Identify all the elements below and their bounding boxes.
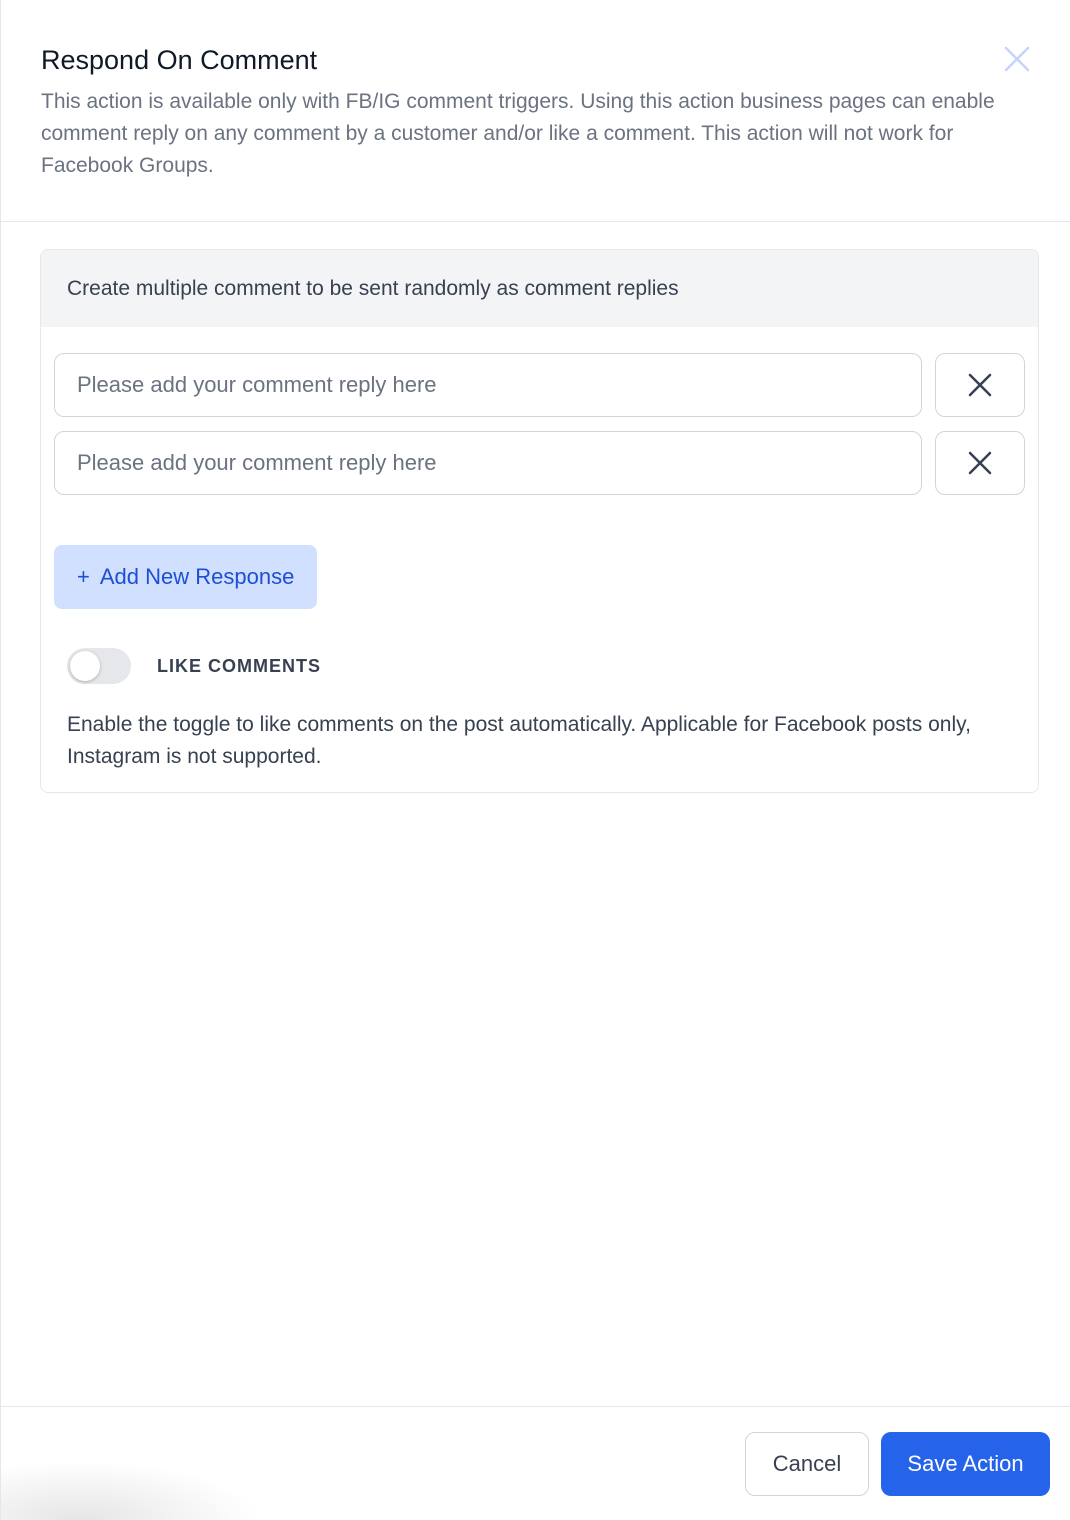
footer-shadow xyxy=(1,1460,261,1520)
modal-header xyxy=(1,0,1070,222)
remove-reply-button[interactable] xyxy=(935,431,1025,495)
remove-reply-button[interactable] xyxy=(935,353,1025,417)
modal-footer xyxy=(1,1406,1070,1520)
like-comments-label: LIKE COMMENTS xyxy=(157,655,321,676)
save-action-button[interactable]: Save Action xyxy=(881,1432,1050,1496)
reply-list xyxy=(41,327,1038,495)
reply-row xyxy=(54,353,1025,417)
cancel-button[interactable]: Cancel xyxy=(745,1432,869,1496)
close-icon[interactable] xyxy=(1002,44,1032,74)
close-icon xyxy=(967,372,993,398)
comment-replies-card xyxy=(40,249,1039,793)
plus-icon: + xyxy=(77,564,90,589)
reply-row xyxy=(54,431,1025,495)
card-header: Create multiple comment to be sent randomly as comment replies xyxy=(41,250,1038,327)
comment-reply-input[interactable] xyxy=(54,431,922,495)
like-comments-toggle[interactable] xyxy=(67,648,131,684)
comment-reply-input[interactable] xyxy=(54,353,922,417)
like-comments-row xyxy=(67,648,321,684)
add-new-response-button[interactable] xyxy=(54,545,317,609)
modal-title: Respond On Comment xyxy=(41,45,318,75)
add-new-response-label: Add New Response xyxy=(99,564,295,589)
like-comments-help-text: Enable the toggle to like comments on the post automatically. Applicable for Facebook posts only, Instagram is not supported. xyxy=(67,713,971,768)
toggle-knob xyxy=(70,651,100,681)
modal-description: This action is available only with FB/IG comment triggers. Using this action business pages can enable comment reply on any comment by a customer and/or like a comment. This action will not work for Facebook Groups. xyxy=(41,90,995,177)
close-icon xyxy=(967,450,993,476)
